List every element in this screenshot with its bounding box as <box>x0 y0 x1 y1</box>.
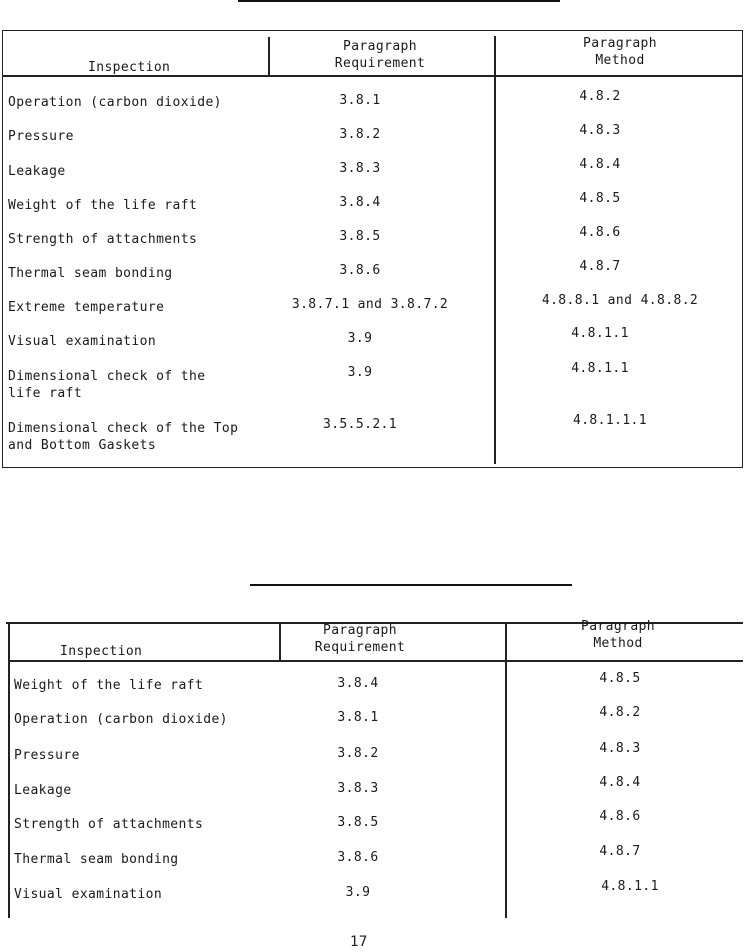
table1-col-divider-2 <box>494 36 496 464</box>
table2-row4-inspection: Leakage <box>14 783 72 798</box>
table1-row4-method: 4.8.5 <box>579 191 621 206</box>
table1-row9-method: 4.8.1.1 <box>571 361 629 376</box>
table2-row3-requirement: 3.8.2 <box>337 746 379 761</box>
table1-row6-method: 4.8.7 <box>579 259 621 274</box>
table1-row5-requirement: 3.8.5 <box>339 229 381 244</box>
table1-row7-requirement: 3.8.7.1 and 3.8.7.2 <box>291 297 449 312</box>
table2-left-border <box>8 622 10 918</box>
table1-row1-inspection: Operation (carbon dioxide) <box>8 95 222 110</box>
table1-row1-requirement: 3.8.1 <box>339 93 381 108</box>
table2-row3-method: 4.8.3 <box>599 741 641 756</box>
table2-header-divider <box>8 660 743 662</box>
table2-row1-method: 4.8.5 <box>599 671 641 686</box>
table2-header-requirement: Paragraph Requirement <box>314 623 406 655</box>
table2-row1-requirement: 3.8.4 <box>337 676 379 691</box>
table1-row1-method: 4.8.2 <box>579 89 621 104</box>
table1-title-rule <box>238 0 560 2</box>
table1-header-inspection: Inspection <box>88 60 171 75</box>
table2-row1-inspection: Weight of the life raft <box>14 678 204 693</box>
table1-row8-inspection: Visual examination <box>8 334 157 349</box>
table2-row6-method: 4.8.7 <box>599 844 641 859</box>
table1-row5-method: 4.8.6 <box>579 225 621 240</box>
table2-header-method: Paragraph Method <box>580 619 656 651</box>
table1-col-divider-1 <box>268 37 270 75</box>
table1-row7-inspection: Extreme temperature <box>8 300 165 315</box>
table2-row5-requirement: 3.8.5 <box>337 815 379 830</box>
table1-row7-method: 4.8.8.1 and 4.8.8.2 <box>541 293 699 308</box>
table1-row10-requirement: 3.5.5.2.1 <box>322 417 398 432</box>
table1-row9-requirement: 3.9 <box>347 365 373 380</box>
table1-header-method: Paragraph Method <box>582 36 658 68</box>
table1-header-requirement: Paragraph Requirement <box>334 39 426 71</box>
table2-row5-method: 4.8.6 <box>599 809 641 824</box>
table2-row6-inspection: Thermal seam bonding <box>14 852 179 867</box>
table1-row5-inspection: Strength of attachments <box>8 232 198 247</box>
table2-row7-inspection: Visual examination <box>14 887 163 902</box>
table2-header-inspection: Inspection <box>60 644 143 659</box>
table2-row7-method: 4.8.1.1 <box>601 879 659 894</box>
table2-row5-inspection: Strength of attachments <box>14 817 204 832</box>
table1-row10-method: 4.8.1.1.1 <box>572 413 648 428</box>
table1-row8-method: 4.8.1.1 <box>571 326 629 341</box>
table1-row3-inspection: Leakage <box>8 164 66 179</box>
table2-col-divider-2 <box>505 622 507 918</box>
table2-row2-inspection: Operation (carbon dioxide) <box>14 712 228 727</box>
table2-row3-inspection: Pressure <box>14 748 80 763</box>
table1-row10-inspection: Dimensional check of the Top and Bottom Gaskets <box>8 421 239 453</box>
table2-row2-requirement: 3.8.1 <box>337 710 379 725</box>
table2-row4-requirement: 3.8.3 <box>337 781 379 796</box>
table1-row4-requirement: 3.8.4 <box>339 195 381 210</box>
table2-row4-method: 4.8.4 <box>599 775 641 790</box>
table2-title-rule <box>250 584 572 586</box>
table1-row2-inspection: Pressure <box>8 129 74 144</box>
table1-row3-method: 4.8.4 <box>579 157 621 172</box>
table1-row6-inspection: Thermal seam bonding <box>8 266 173 281</box>
table1-row2-requirement: 3.8.2 <box>339 127 381 142</box>
table2-row2-method: 4.8.2 <box>599 705 641 720</box>
table1-row9-inspection: Dimensional check of the life raft <box>8 369 206 401</box>
page-number: 17 <box>350 934 368 950</box>
table2-row6-requirement: 3.8.6 <box>337 850 379 865</box>
table1-row8-requirement: 3.9 <box>347 331 373 346</box>
table1-row2-method: 4.8.3 <box>579 123 621 138</box>
table1-row6-requirement: 3.8.6 <box>339 263 381 278</box>
table1-row4-inspection: Weight of the life raft <box>8 198 198 213</box>
table2-row7-requirement: 3.9 <box>345 885 371 900</box>
table1-row3-requirement: 3.8.3 <box>339 161 381 176</box>
